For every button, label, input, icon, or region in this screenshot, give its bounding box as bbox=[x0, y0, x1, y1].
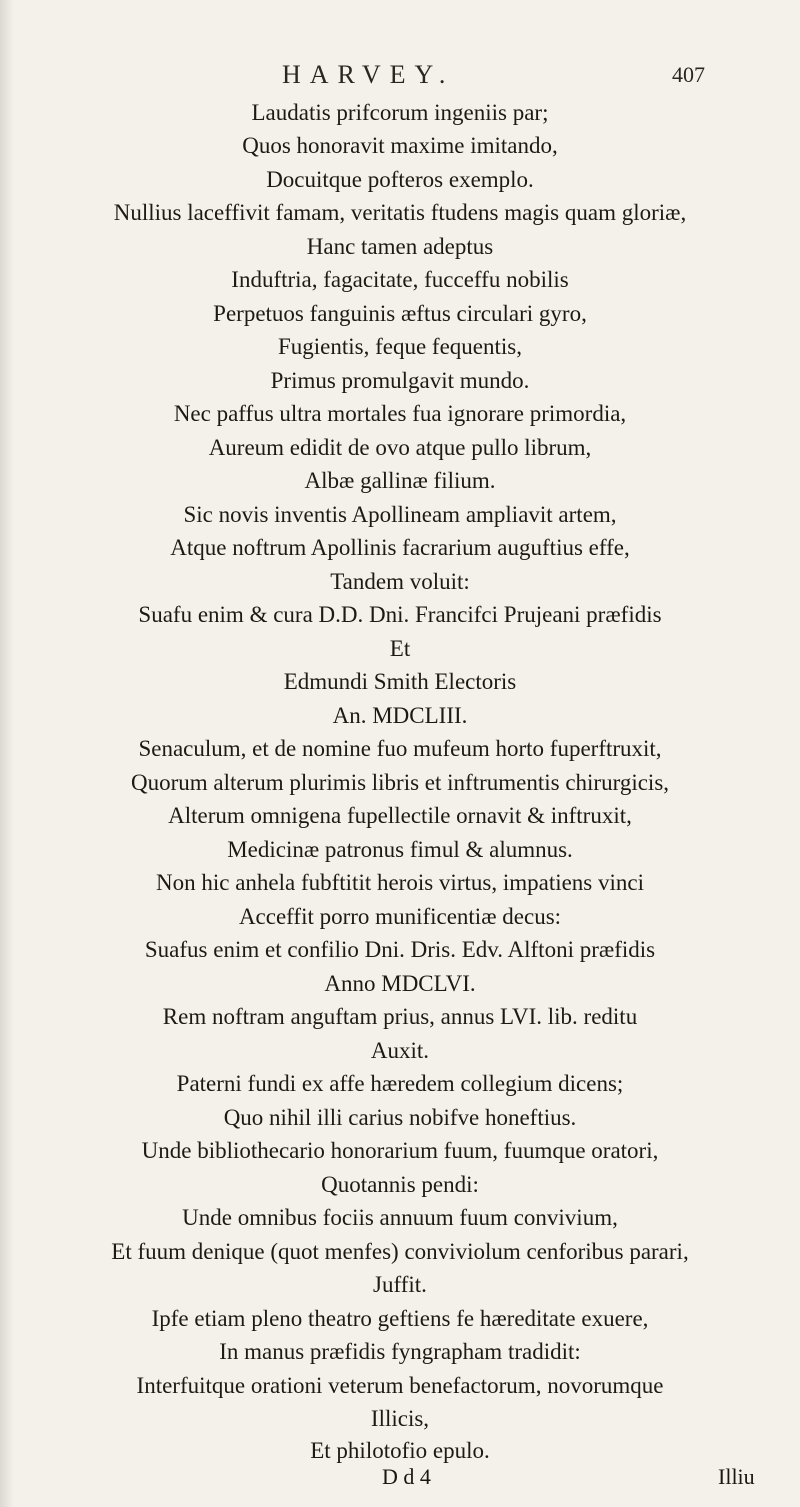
text-line: Illicis, bbox=[370, 1406, 430, 1431]
signature-mark: D d 4 bbox=[382, 1464, 431, 1489]
catchword: Illiu bbox=[718, 1464, 755, 1489]
running-title: HARVEY. bbox=[282, 60, 455, 89]
text-line: Non hic anhela fubftitit herois virtus, impatiens vinci bbox=[155, 870, 644, 895]
text-line: Et bbox=[389, 636, 411, 661]
text-line: Senaculum, et de nomine fuo mufeum horto fuperftruxit, bbox=[138, 736, 662, 761]
text-line: Quotannis pendi: bbox=[321, 1172, 479, 1197]
text-line: Unde bibliothecario honorarium fuum, fuumque oratori, bbox=[141, 1138, 659, 1163]
text-line: Nullius laceffivit famam, veritatis ftudens magis quam gloriæ, bbox=[113, 200, 687, 225]
text-line: Laudatis prifcorum ingeniis par; bbox=[251, 100, 549, 125]
text-line: Quorum alterum plurimis libris et inftrumentis chirurgicis, bbox=[130, 770, 670, 795]
text-line: Albæ gallinæ filium. bbox=[304, 468, 496, 493]
text-line: Nec paffus ultra mortales fua ignorare primordia, bbox=[173, 401, 627, 426]
text-line: Primus promulgavit mundo. bbox=[270, 368, 530, 393]
text-line: Hanc tamen adeptus bbox=[306, 234, 494, 259]
text-line: Rem noftram anguftam prius, annus LVI. lib. reditu bbox=[162, 1004, 638, 1029]
text-line: Interfuitque orationi veterum benefactorum, novorumque bbox=[136, 1373, 664, 1398]
text-line: Medicinæ patronus fimul & alumnus. bbox=[227, 837, 573, 862]
text-line: Acceffit porro munificentiæ decus: bbox=[238, 904, 562, 929]
text-line: Fugientis, feque fequentis, bbox=[277, 334, 522, 359]
text-line: Suafus enim et confilio Dni. Dris. Edv. Alftoni præfidis bbox=[144, 937, 656, 962]
text-line: Quos honoravit maxime imitando, bbox=[242, 133, 558, 158]
text-line: Perpetuos fanguinis æftus circulari gyro, bbox=[213, 301, 587, 326]
running-head bbox=[0, 60, 800, 100]
text-line: Tandem voluit: bbox=[330, 569, 470, 594]
text-line: An. MDCLIII. bbox=[332, 703, 468, 728]
text-line: Induftria, fagacitate, fucceffu nobilis bbox=[231, 267, 569, 292]
text-line: Sic novis inventis Apollineam ampliavit artem, bbox=[183, 502, 617, 527]
text-line: Docuitque pofteros exemplo. bbox=[266, 167, 534, 192]
text-line: Juffit. bbox=[373, 1272, 427, 1297]
text-line: Auxit. bbox=[370, 1038, 430, 1063]
text-line: In manus præfidis fyngrapham tradidit: bbox=[219, 1339, 581, 1364]
text-line: Paterni fundi ex affe hæredem collegium dicens; bbox=[176, 1071, 624, 1096]
text-line: Alterum omnigena fupellectile ornavit & inftruxit, bbox=[168, 803, 632, 828]
text-line: Unde omnibus fociis annuum fuum convivium, bbox=[182, 1205, 618, 1230]
text-line: Quo nihil illi carius nobifve honeftius. bbox=[223, 1105, 577, 1130]
text-line: Aureum edidit de ovo atque pullo librum, bbox=[208, 435, 592, 460]
text-line: Anno MDCLVI. bbox=[324, 971, 476, 996]
text-line: Atque noftrum Apollinis facrarium auguftius effe, bbox=[170, 535, 630, 560]
text-line: Et philotofio epulo. bbox=[310, 1438, 490, 1463]
text-line: Suafu enim & cura D.D. Dni. Francifci Prujeani præfidis bbox=[138, 602, 662, 627]
text-line: Et fuum denique (quot menfes) conviviolum cenforibus parari, bbox=[111, 1239, 689, 1264]
text-line: Edmundi Smith Electoris bbox=[283, 669, 517, 694]
page-number: 407 bbox=[672, 62, 705, 87]
text-line: Ipfe etiam pleno theatro geftiens fe hæreditate exuere, bbox=[151, 1306, 649, 1331]
